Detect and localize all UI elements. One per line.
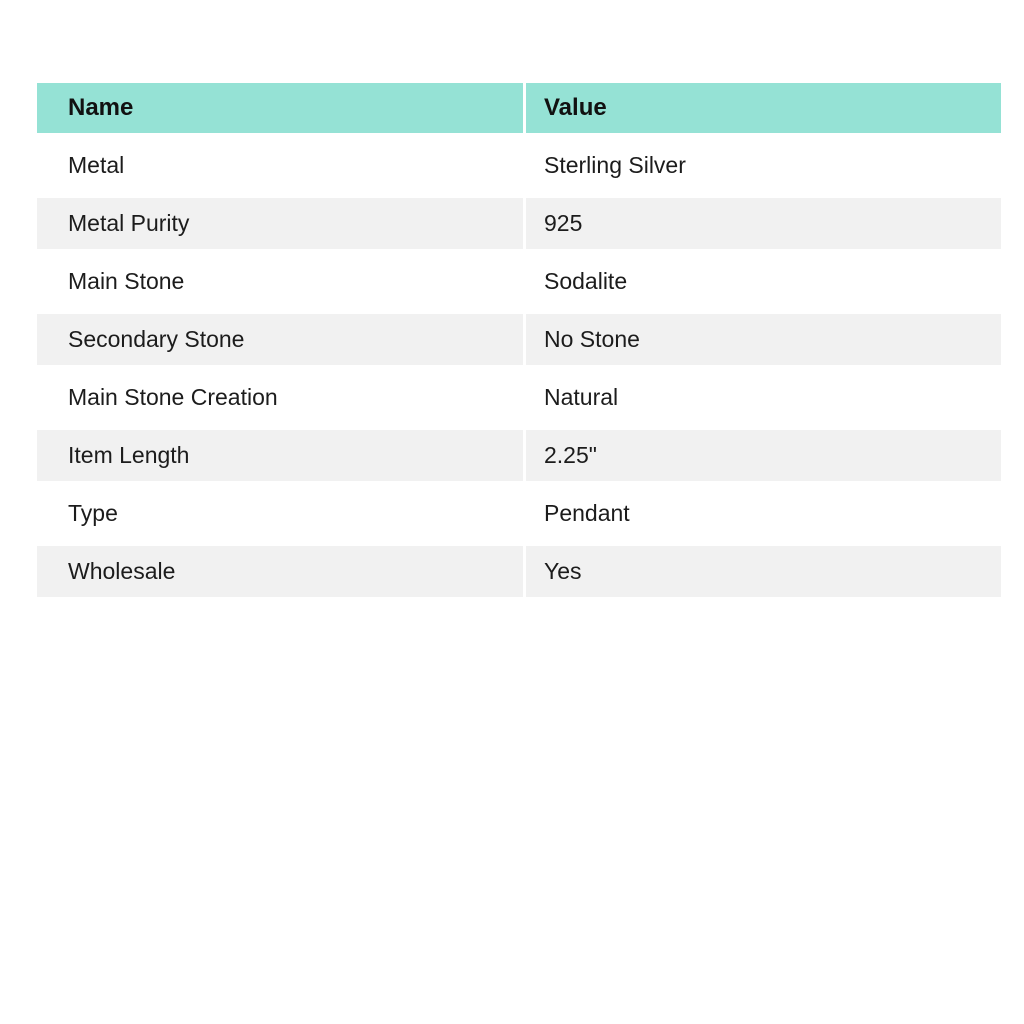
table-cell-value: 925	[526, 198, 1001, 249]
item-specifics-table	[34, 76, 1004, 604]
table-row	[37, 430, 1001, 481]
table-cell-name: Metal Purity	[37, 198, 523, 249]
table-cell-value: Yes	[526, 546, 1001, 597]
table-row	[37, 256, 1001, 307]
table-row	[37, 198, 1001, 249]
table-row	[37, 140, 1001, 191]
table-row	[37, 314, 1001, 365]
table-cell-value: Sterling Silver	[526, 140, 1001, 191]
table-cell-name: Item Length	[37, 430, 523, 481]
table-row	[37, 372, 1001, 423]
table-cell-name: Main Stone	[37, 256, 523, 307]
table-cell-name: Secondary Stone	[37, 314, 523, 365]
table-cell-value: Pendant	[526, 488, 1001, 539]
table-cell-value: 2.25"	[526, 430, 1001, 481]
table-header-row	[37, 83, 1001, 133]
table-cell-name: Type	[37, 488, 523, 539]
table-cell-name: Metal	[37, 140, 523, 191]
table-cell-value: Sodalite	[526, 256, 1001, 307]
table-row	[37, 546, 1001, 597]
table-cell-value: No Stone	[526, 314, 1001, 365]
table-row	[37, 488, 1001, 539]
table-cell-name: Wholesale	[37, 546, 523, 597]
column-header-name: Name	[37, 83, 523, 133]
table-cell-name: Main Stone Creation	[37, 372, 523, 423]
column-header-value: Value	[526, 83, 1001, 133]
table-cell-value: Natural	[526, 372, 1001, 423]
